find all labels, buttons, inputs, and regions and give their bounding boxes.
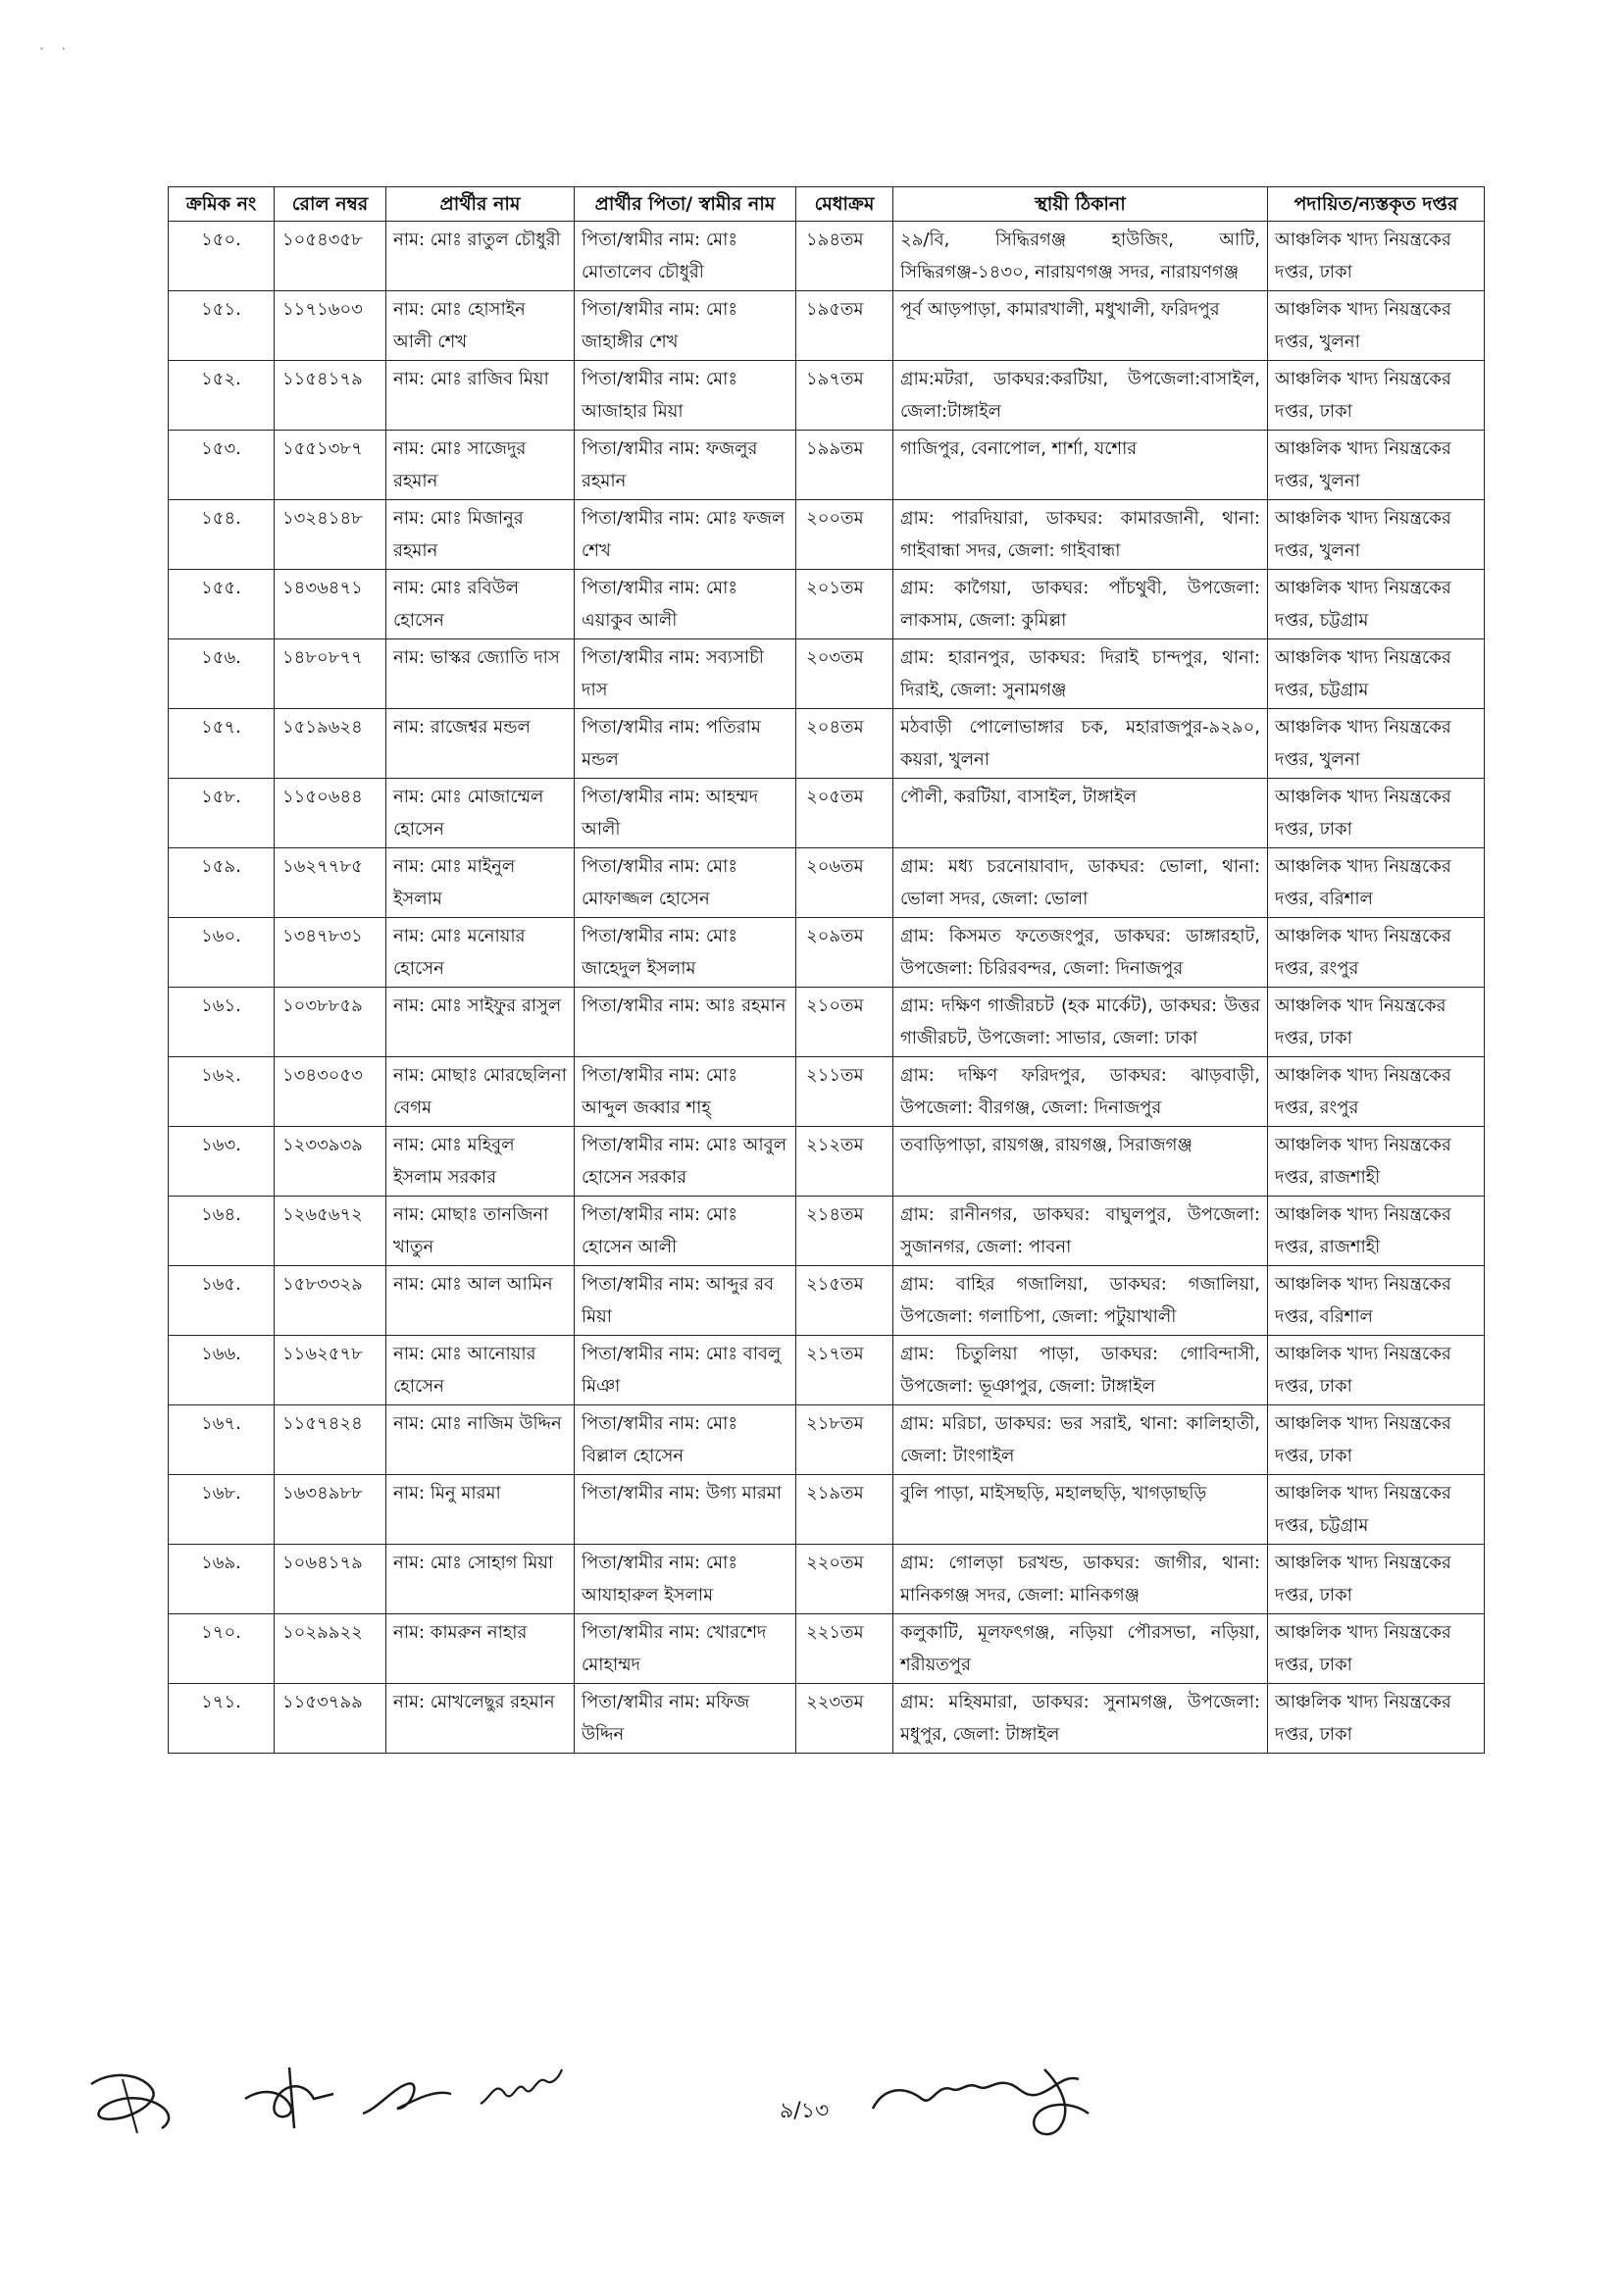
cell-address: গ্রাম: চিতুলিয়া পাড়া, ডাকঘর: গোবিন্দাসী, উপজেলা: ভূঞাপুর, জেলা: টাঙ্গাইল [893,1336,1268,1405]
cell-address: গ্রাম: দক্ষিণ গাজীরচট (হক মার্কেট), ডাকঘর: উত্তর গাজীরচট, উপজেলা: সাভার, জেলা: ঢাকা [893,988,1268,1057]
signature-1 [83,2065,191,2143]
cell-name: নাম: মোঃ হোসাইন আলী শেখ [386,291,575,361]
cell-address: গাজিপুর, বেনাপোল, শার্শা, যশোর [893,431,1268,500]
cell-roll: ১১৭১৬০৩ [275,291,386,361]
cell-address: বুলি পাড়া, মাইসছড়ি, মহালছড়ি, খাগড়াছড়ি [893,1475,1268,1545]
cell-parent: পিতা/স্বামীর নাম: মফিজ উদ্দিন [575,1684,796,1754]
cell-serial: ১৫৬. [169,639,275,709]
cell-roll: ১১৫৭৪২৪ [275,1405,386,1475]
cell-serial: ১৬৪. [169,1197,275,1266]
cell-name: নাম: মোঃ রবিউল হোসেন [386,570,575,639]
cell-roll: ১৬৩৪৯৮৮ [275,1475,386,1545]
cell-serial: ১৫৮. [169,779,275,848]
cell-address: কলুকাটি, মূলফৎগঞ্জ, নড়িয়া পৌরসভা, নড়িয়া, শরীয়তপুর [893,1614,1268,1684]
cell-merit: ২১০তম [796,988,893,1057]
cell-name: নাম: ভাস্কর জ্যোতি দাস [386,639,575,709]
cell-serial: ১৬৩. [169,1127,275,1197]
cell-posting: আঞ্চলিক খাদ্য নিয়ন্ত্রকের দপ্তর, ঢাকা [1268,1405,1485,1475]
cell-roll: ১৫৮৩৩২৯ [275,1266,386,1336]
cell-name: নাম: মোঃ রাতুল চৌধুরী [386,222,575,291]
table-row [169,918,1485,988]
cell-merit: ২১৫তম [796,1266,893,1336]
cell-serial: ১৬০. [169,918,275,988]
cell-roll: ১১৫৪১৭৯ [275,361,386,431]
cell-roll: ১৩৪৭৮৩১ [275,918,386,988]
cell-parent: পিতা/স্বামীর নাম: মোঃ আবুল হোসেন সরকার [575,1127,796,1197]
cell-address: পৌলী, করটিয়া, বাসাইল, টাঙ্গাইল [893,779,1268,848]
cell-name: নাম: মোঃ আল আমিন [386,1266,575,1336]
cell-address: গ্রাম: কিসমত ফতেজংপুর, ডাকঘর: ডাঙ্গারহাট, উপজেলা: চিরিরবন্দর, জেলা: দিনাজপুর [893,918,1268,988]
cell-serial: ১৬৯. [169,1545,275,1614]
cell-merit: ২০১তম [796,570,893,639]
page-number: ৯/১৩ [780,2099,830,2123]
cell-serial: ১৬৫. [169,1266,275,1336]
cell-parent: পিতা/স্বামীর নাম: মোঃ ফজল শেখ [575,500,796,570]
cell-parent: পিতা/স্বামীর নাম: মোঃ এয়াকুব আলী [575,570,796,639]
cell-posting: আঞ্চলিক খাদ নিয়ন্ত্রকের দপ্তর, ঢাকা [1268,988,1485,1057]
cell-merit: ২১৪তম [796,1197,893,1266]
cell-parent: পিতা/স্বামীর নাম: মোঃ হোসেন আলী [575,1197,796,1266]
cell-address: গ্রাম: কাগৈয়া, ডাকঘর: পাঁচথুবী, উপজেলা: লাকসাম, জেলা: কুমিল্লা [893,570,1268,639]
cell-serial: ১৫৪. [169,500,275,570]
cell-roll: ১০৩৮৮৫৯ [275,988,386,1057]
cell-posting: আঞ্চলিক খাদ্য নিয়ন্ত্রকের দপ্তর, ঢাকা [1268,361,1485,431]
cell-roll: ১৫১৯৬২৪ [275,709,386,779]
cell-name: নাম: রাজেশ্বর মন্ডল [386,709,575,779]
cell-posting: আঞ্চলিক খাদ্য নিয়ন্ত্রকের দপ্তর, ঢাকা [1268,222,1485,291]
cell-merit: ২১২তম [796,1127,893,1197]
cell-posting: আঞ্চলিক খাদ্য নিয়ন্ত্রকের দপ্তর, খুলনা [1268,431,1485,500]
cell-parent: পিতা/স্বামীর নাম: মোঃ বাবলু মিঞা [575,1336,796,1405]
cell-serial: ১৫০. [169,222,275,291]
table-row [169,361,1485,431]
header-merit: মেধাক্রম [796,187,893,222]
cell-roll: ১২৩৩৯৩৯ [275,1127,386,1197]
cell-roll: ১৩৪৩০৫৩ [275,1057,386,1127]
cell-serial: ১৫৫. [169,570,275,639]
cell-serial: ১৬২. [169,1057,275,1127]
table-row [169,1266,1485,1336]
cell-posting: আঞ্চলিক খাদ্য নিয়ন্ত্রকের দপ্তর, ঢাকা [1268,779,1485,848]
cell-name: নাম: মোছাঃ তানজিনা খাতুন [386,1197,575,1266]
header-roll: রোল নম্বর [275,187,386,222]
cell-posting: আঞ্চলিক খাদ্য নিয়ন্ত্রকের দপ্তর, ঢাকা [1268,1336,1485,1405]
cell-parent: পিতা/স্বামীর নাম: মোঃ আজাহার মিয়া [575,361,796,431]
cell-roll: ১০৫৪৩৫৮ [275,222,386,291]
cell-roll: ১২৬৫৬৭২ [275,1197,386,1266]
cell-parent: পিতা/স্বামীর নাম: মোঃ বিল্লাল হোসেন [575,1405,796,1475]
cell-name: নাম: মোছাঃ মোরছেলিনা বেগম [386,1057,575,1127]
cell-merit: ২১৮তম [796,1405,893,1475]
cell-address: গ্রাম: মরিচা, ডাকঘর: ভর সরাই, থানা: কালিহাতী, জেলা: টাংগাইল [893,1405,1268,1475]
cell-merit: ২১৯তম [796,1475,893,1545]
cell-name: নাম: মোঃ মোজাম্মেল হোসেন [386,779,575,848]
table-row [169,779,1485,848]
table-row [169,1545,1485,1614]
cell-address: গ্রাম: পারদিয়ারা, ডাকঘর: কামারজানী, থানা: গাইবান্ধা সদর, জেলা: গাইবান্ধা [893,500,1268,570]
cell-parent: পিতা/স্বামীর নাম: উগ্য মারমা [575,1475,796,1545]
table-header-row [169,187,1485,222]
cell-address: গ্রাম: বাহির গজালিয়া, ডাকঘর: গজালিয়া, উপজেলা: গলাচিপা, জেলা: পটুয়াখালী [893,1266,1268,1336]
cell-posting: আঞ্চলিক খাদ্য নিয়ন্ত্রকের দপ্তর, বরিশাল [1268,848,1485,918]
cell-merit: ১৯৭তম [796,361,893,431]
cell-posting: আঞ্চলিক খাদ্য নিয়ন্ত্রকের দপ্তর, খুলনা [1268,709,1485,779]
header-address: স্থায়ী ঠিকানা [893,187,1268,222]
table-row [169,1336,1485,1405]
cell-address: পূর্ব আড়পাড়া, কামারখালী, মধুখালী, ফরিদপুর [893,291,1268,361]
table-row [169,570,1485,639]
cell-serial: ১৫৩. [169,431,275,500]
signature-4 [476,2060,564,2118]
cell-posting: আঞ্চলিক খাদ্য নিয়ন্ত্রকের দপ্তর, খুলনা [1268,500,1485,570]
cell-posting: আঞ্চলিক খাদ্য নিয়ন্ত্রকের দপ্তর, খুলনা [1268,291,1485,361]
signature-3 [358,2069,456,2128]
cell-merit: ২২৩তম [796,1684,893,1754]
signature-2 [235,2060,343,2138]
cell-serial: ১৬১. [169,988,275,1057]
header-posting: পদায়িত/ন্যস্তকৃত দপ্তর [1268,187,1485,222]
cell-serial: ১৫১. [169,291,275,361]
table-row [169,848,1485,918]
cell-posting: আঞ্চলিক খাদ্য নিয়ন্ত্রকের দপ্তর, চট্টগ্রাম [1268,570,1485,639]
cell-address: গ্রাম: গোলড়া চরখন্ড, ডাকঘর: জাগীর, থানা: মানিকগঞ্জ সদর, জেলা: মানিকগঞ্জ [893,1545,1268,1614]
cell-name: নাম: মোঃ আনোয়ার হোসেন [386,1336,575,1405]
cell-parent: পিতা/স্বামীর নাম: মোঃ আযাহারুল ইসলাম [575,1545,796,1614]
cell-address: গ্রাম:মটরা, ডাকঘর:করটিয়া, উপজেলা:বাসাইল, জেলা:টাঙ্গাইল [893,361,1268,431]
table-body [169,222,1485,1754]
cell-merit: ২০৪তম [796,709,893,779]
cell-merit: ২০৫তম [796,779,893,848]
cell-parent: পিতা/স্বামীর নাম: সব্যসাচী দাস [575,639,796,709]
cell-merit: ১৯৯তম [796,431,893,500]
cell-address: ২৯/বি, সিদ্ধিরগঞ্জ হাউজিং, আটি, সিদ্ধিরগঞ্জ-১৪৩০, নারায়ণগঞ্জ সদর, নারায়ণগঞ্জ [893,222,1268,291]
cell-posting: আঞ্চলিক খাদ্য নিয়ন্ত্রকের দপ্তর, রাজশাহী [1268,1197,1485,1266]
merit-list-table-container [168,186,1484,1754]
cell-serial: ১৫৯. [169,848,275,918]
cell-roll: ১০২৯৯২২ [275,1614,386,1684]
cell-roll: ১৩২৪১৪৮ [275,500,386,570]
cell-merit: ২০৯তম [796,918,893,988]
cell-serial: ১৭১. [169,1684,275,1754]
cell-serial: ১৫২. [169,361,275,431]
cell-parent: পিতা/স্বামীর নাম: আঃ রহমান [575,988,796,1057]
cell-merit: ২০৬তম [796,848,893,918]
cell-address: তবাড়িপাড়া, রায়গঞ্জ, রায়গঞ্জ, সিরাজগঞ্জ [893,1127,1268,1197]
cell-address: গ্রাম: দক্ষিণ ফরিদপুর, ডাকঘর: ঝাড়বাড়ী, উপজেলা: বীরগঞ্জ, জেলা: দিনাজপুর [893,1057,1268,1127]
table-row [169,291,1485,361]
cell-name: নাম: মোঃ নাজিম উদ্দিন [386,1405,575,1475]
cell-merit: ১৯৫তম [796,291,893,361]
table-row [169,1684,1485,1754]
cell-merit: ২২০তম [796,1545,893,1614]
cell-name: নাম: মোঃ সাইফুর রাসুল [386,988,575,1057]
cell-name: নাম: মোঃ মাইনুল ইসলাম [386,848,575,918]
cell-roll: ১১৬২৫৭৮ [275,1336,386,1405]
scan-specks: · · [39,39,73,58]
cell-posting: আঞ্চলিক খাদ্য নিয়ন্ত্রকের দপ্তর, রাজশাহী [1268,1127,1485,1197]
cell-parent: পিতা/স্বামীর নাম: ফজলুর রহমান [575,431,796,500]
cell-merit: ২১১তম [796,1057,893,1127]
cell-roll: ১০৬৪১৭৯ [275,1545,386,1614]
cell-posting: আঞ্চলিক খাদ্য নিয়ন্ত্রকের দপ্তর, রংপুর [1268,918,1485,988]
table-row [169,1197,1485,1266]
header-serial: ক্রমিক নং [169,187,275,222]
cell-serial: ১৬৮. [169,1475,275,1545]
cell-roll: ১১৫০৬৪৪ [275,779,386,848]
cell-address: গ্রাম: হারানপুর, ডাকঘর: দিরাই চান্দপুর, থানা: দিরাই, জেলা: সুনামগঞ্জ [893,639,1268,709]
cell-parent: পিতা/স্বামীর নাম: খোরশেদ মোহাম্মদ [575,1614,796,1684]
cell-parent: পিতা/স্বামীর নাম: মোঃ জাহেদুল ইসলাম [575,918,796,988]
cell-address: গ্রাম: মধ্য চরনোয়াবাদ, ডাকঘর: ভোলা, থানা: ভোলা সদর, জেলা: ভোলা [893,848,1268,918]
cell-merit: ২২১তম [796,1614,893,1684]
cell-merit: ১৯৪তম [796,222,893,291]
table-row [169,431,1485,500]
cell-name: নাম: মোঃ মিজানুর রহমান [386,500,575,570]
cell-roll: ১৬২৭৭৮৫ [275,848,386,918]
cell-parent: পিতা/স্বামীর নাম: মোঃ জাহাঙ্গীর শেখ [575,291,796,361]
cell-name: নাম: মিনু মারমা [386,1475,575,1545]
cell-roll: ১১৫৩৭৯৯ [275,1684,386,1754]
table-row [169,988,1485,1057]
table-row [169,1127,1485,1197]
cell-roll: ১৪৩৬৪৭১ [275,570,386,639]
header-parent: প্রার্থীর পিতা/ স্বামীর নাম [575,187,796,222]
cell-roll: ১৫৫১৩৮৭ [275,431,386,500]
cell-parent: পিতা/স্বামীর নাম: পতিরাম মন্ডল [575,709,796,779]
cell-serial: ১৫৭. [169,709,275,779]
table-row [169,500,1485,570]
table-row [169,1475,1485,1545]
cell-serial: ১৬৬. [169,1336,275,1405]
cell-parent: পিতা/স্বামীর নাম: মোঃ আব্দুল জব্বার শাহ্ [575,1057,796,1127]
table-row [169,639,1485,709]
cell-merit: ২০৩তম [796,639,893,709]
cell-address: গ্রাম: মহিষমারা, ডাকঘর: সুনামগঞ্জ, উপজেলা: মধুপুর, জেলা: টাঙ্গাইল [893,1684,1268,1754]
cell-roll: ১৪৮০৮৭৭ [275,639,386,709]
cell-posting: আঞ্চলিক খাদ্য নিয়ন্ত্রকের দপ্তর, ঢাকা [1268,1684,1485,1754]
cell-name: নাম: মোঃ মনোয়ার হোসেন [386,918,575,988]
cell-posting: আঞ্চলিক খাদ্য নিয়ন্ত্রকের দপ্তর, ঢাকা [1268,1614,1485,1684]
cell-parent: পিতা/স্বামীর নাম: মোঃ মোফাজ্জল হোসেন [575,848,796,918]
cell-serial: ১৭০. [169,1614,275,1684]
cell-parent: পিতা/স্বামীর নাম: মোঃ মোতালেব চৌধুরী [575,222,796,291]
cell-name: নাম: মোঃ সাজেদুর রহমান [386,431,575,500]
table-row [169,1614,1485,1684]
signature-5 [863,2060,1098,2148]
cell-address: গ্রাম: রানীনগর, ডাকঘর: বাঘুলপুর, উপজেলা: সুজানগর, জেলা: পাবনা [893,1197,1268,1266]
cell-name: নাম: মোঃ সোহাগ মিয়া [386,1545,575,1614]
cell-name: নাম: মোখলেছুর রহমান [386,1684,575,1754]
cell-merit: ২১৭তম [796,1336,893,1405]
cell-merit: ২০০তম [796,500,893,570]
cell-posting: আঞ্চলিক খাদ্য নিয়ন্ত্রকের দপ্তর, চট্টগ্রাম [1268,1475,1485,1545]
cell-address: মঠবাড়ী পোলোভাঙ্গার চক, মহারাজপুর-৯২৯০, কয়রা, খুলনা [893,709,1268,779]
table-row [169,709,1485,779]
cell-name: নাম: মোঃ রাজিব মিয়া [386,361,575,431]
cell-posting: আঞ্চলিক খাদ্য নিয়ন্ত্রকের দপ্তর, রংপুর [1268,1057,1485,1127]
table-row [169,1405,1485,1475]
table-row [169,222,1485,291]
merit-list-table [168,186,1485,1754]
cell-serial: ১৬৭. [169,1405,275,1475]
cell-parent: পিতা/স্বামীর নাম: আব্দুর রব মিয়া [575,1266,796,1336]
header-name: প্রার্থীর নাম [386,187,575,222]
cell-posting: আঞ্চলিক খাদ্য নিয়ন্ত্রকের দপ্তর, বরিশাল [1268,1266,1485,1336]
table-row [169,1057,1485,1127]
cell-posting: আঞ্চলিক খাদ্য নিয়ন্ত্রকের দপ্তর, ঢাকা [1268,1545,1485,1614]
cell-posting: আঞ্চলিক খাদ্য নিয়ন্ত্রকের দপ্তর, চট্টগ্রাম [1268,639,1485,709]
cell-name: নাম: মোঃ মহিবুল ইসলাম সরকার [386,1127,575,1197]
cell-name: নাম: কামরুন নাহার [386,1614,575,1684]
cell-parent: পিতা/স্বামীর নাম: আহম্মদ আলী [575,779,796,848]
